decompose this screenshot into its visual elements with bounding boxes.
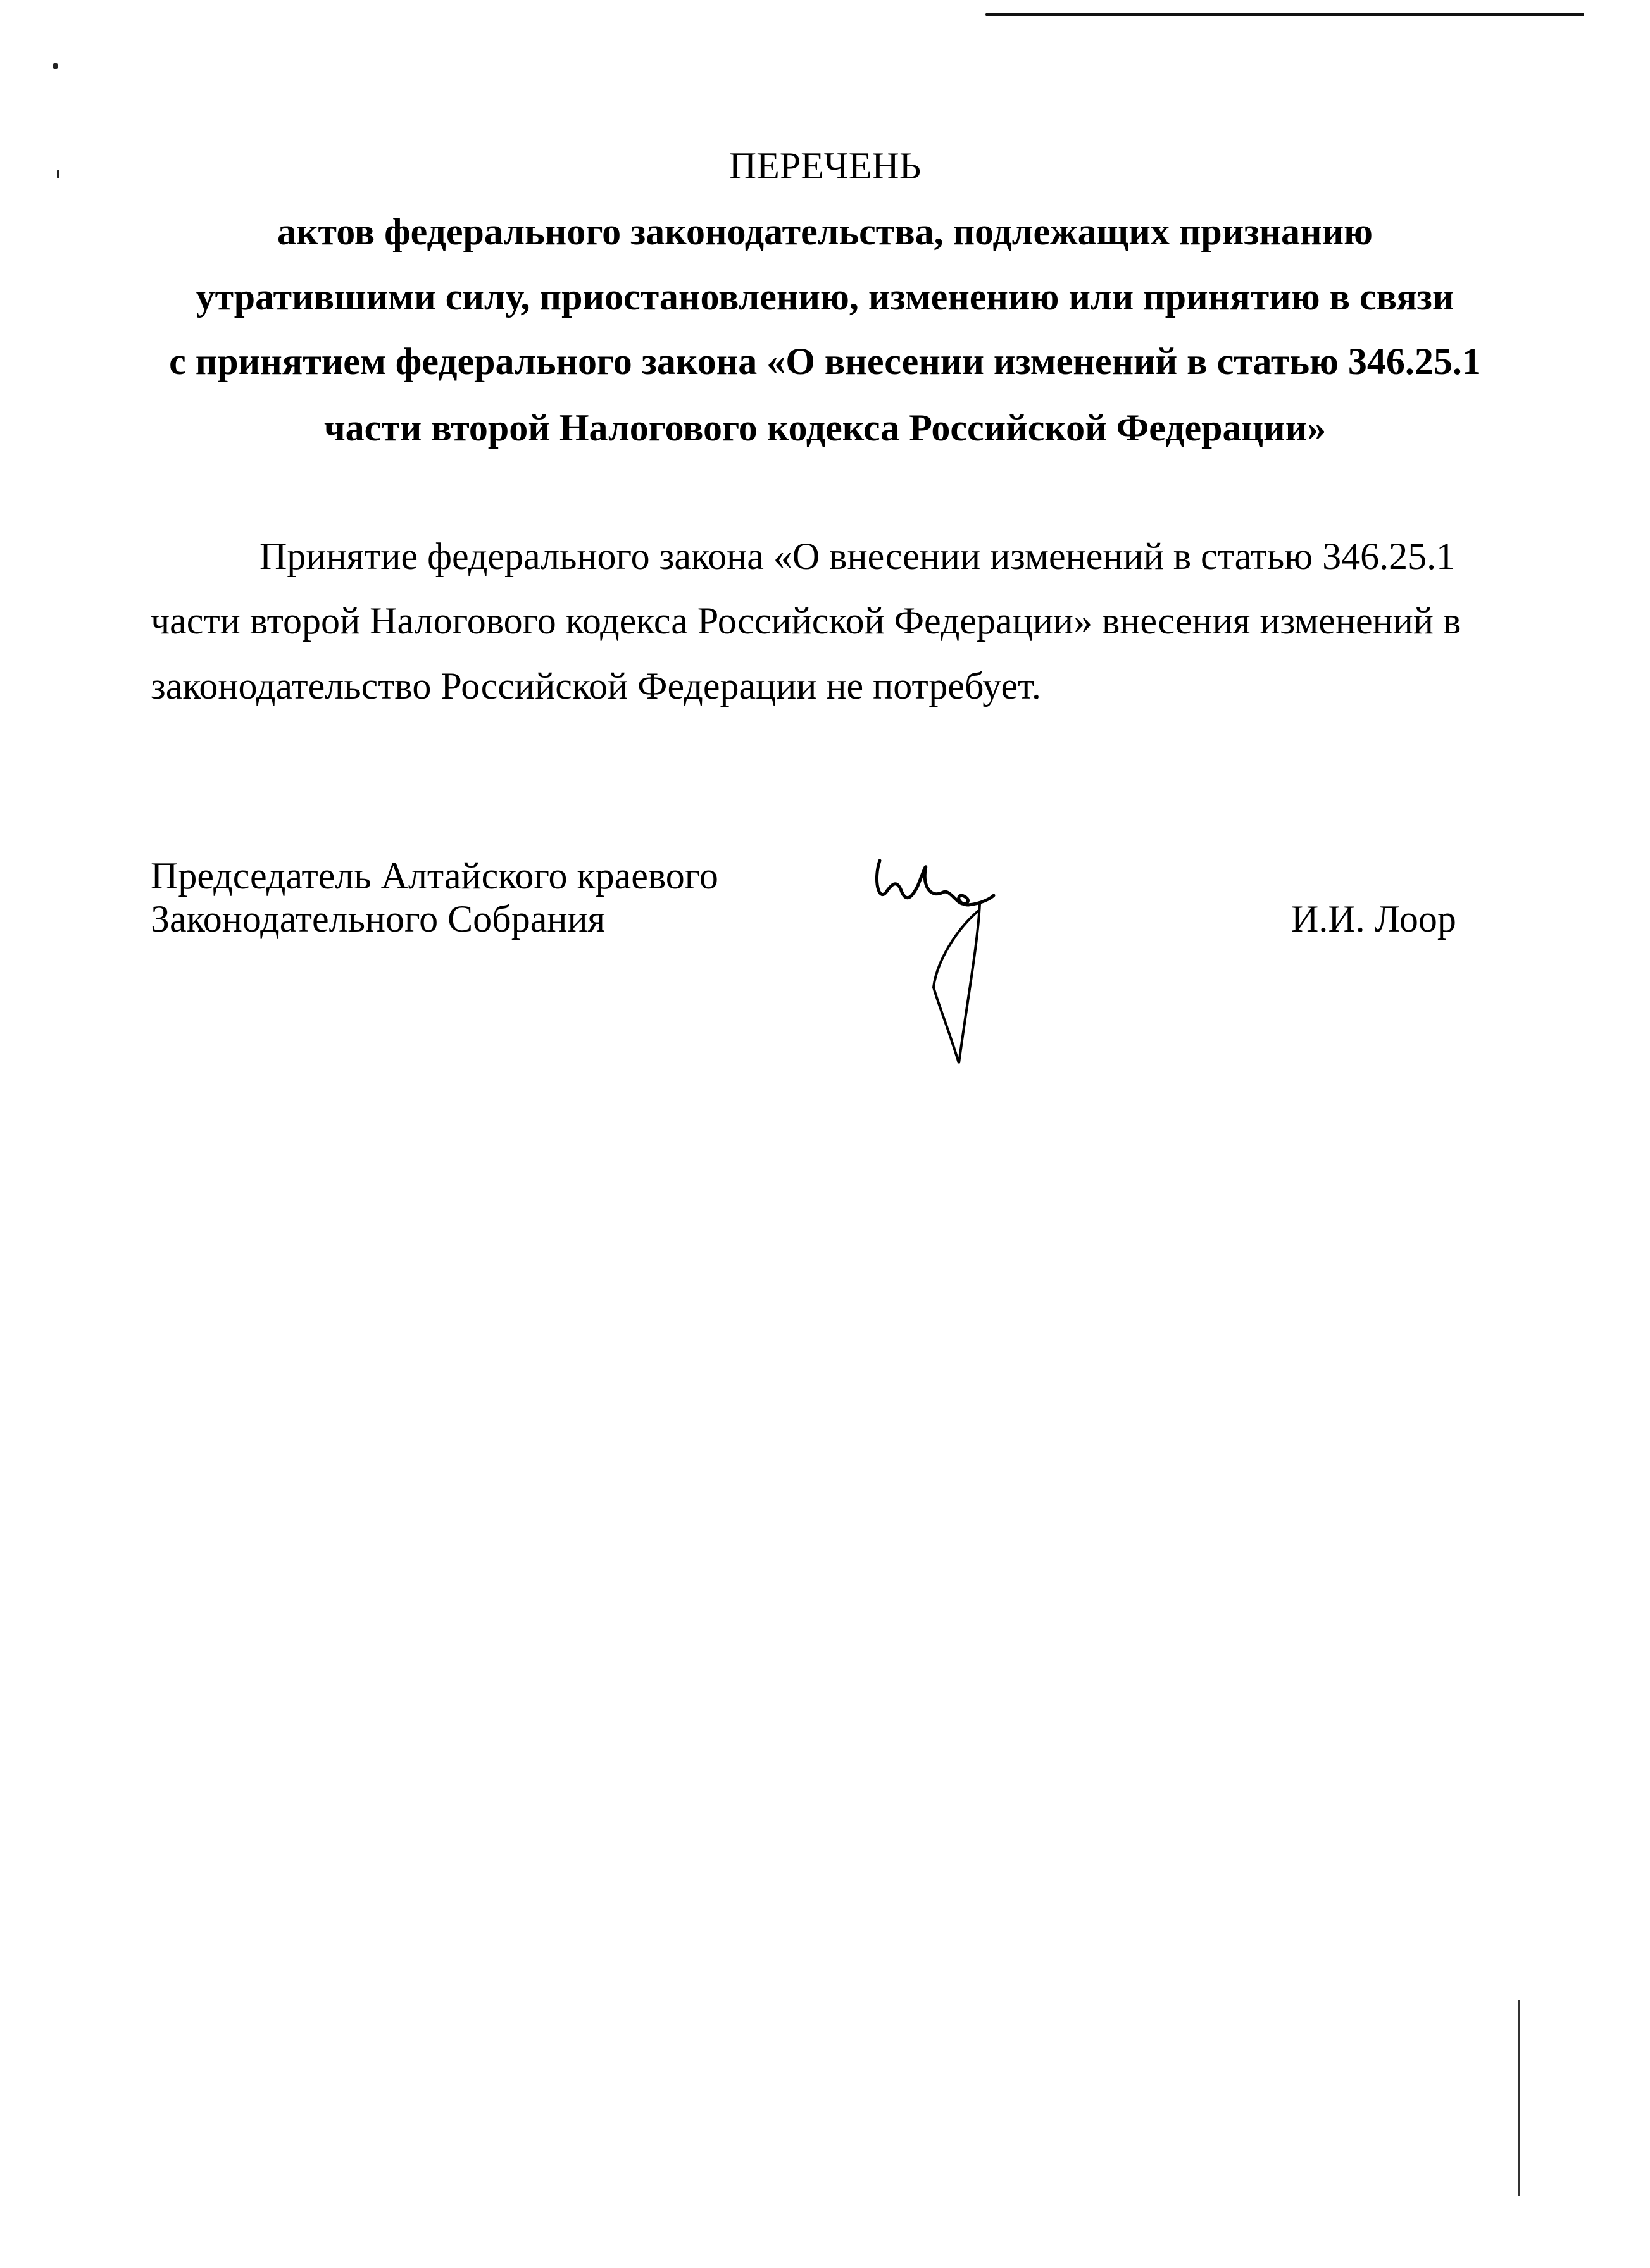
document-subtitle-line: утратившими силу, приостановлению, изменению или принятию в связи bbox=[196, 276, 1454, 318]
document-title: ПЕРЕЧЕНЬ bbox=[728, 145, 922, 187]
body-line: законодательство Российской Федерации не потребует. bbox=[151, 665, 1041, 707]
handwritten-signature bbox=[867, 842, 1095, 1076]
scan-edge-line bbox=[985, 13, 1584, 16]
signer-name: И.И. Лоор bbox=[1291, 898, 1456, 940]
body-line: части второй Налогового кодекса Российской Федерации» внесения изменений в bbox=[151, 600, 1461, 642]
body-line: Принятие федерального закона «О внесении изменений в статью 346.25.1 bbox=[259, 535, 1456, 577]
document-subtitle-line: с принятием федерального закона «О внесении изменений в статью 346.25.1 bbox=[169, 340, 1481, 382]
scan-speck bbox=[53, 63, 58, 69]
signer-position-line: Председатель Алтайского краевого bbox=[151, 855, 718, 897]
document-subtitle-line: актов федерального законодательства, подлежащих признанию bbox=[277, 211, 1373, 252]
document-subtitle-line: части второй Налогового кодекса Российской Федерации» bbox=[323, 407, 1327, 449]
signer-position-line: Законодательного Собрания bbox=[151, 898, 606, 940]
scan-edge-line bbox=[1518, 2000, 1520, 2196]
